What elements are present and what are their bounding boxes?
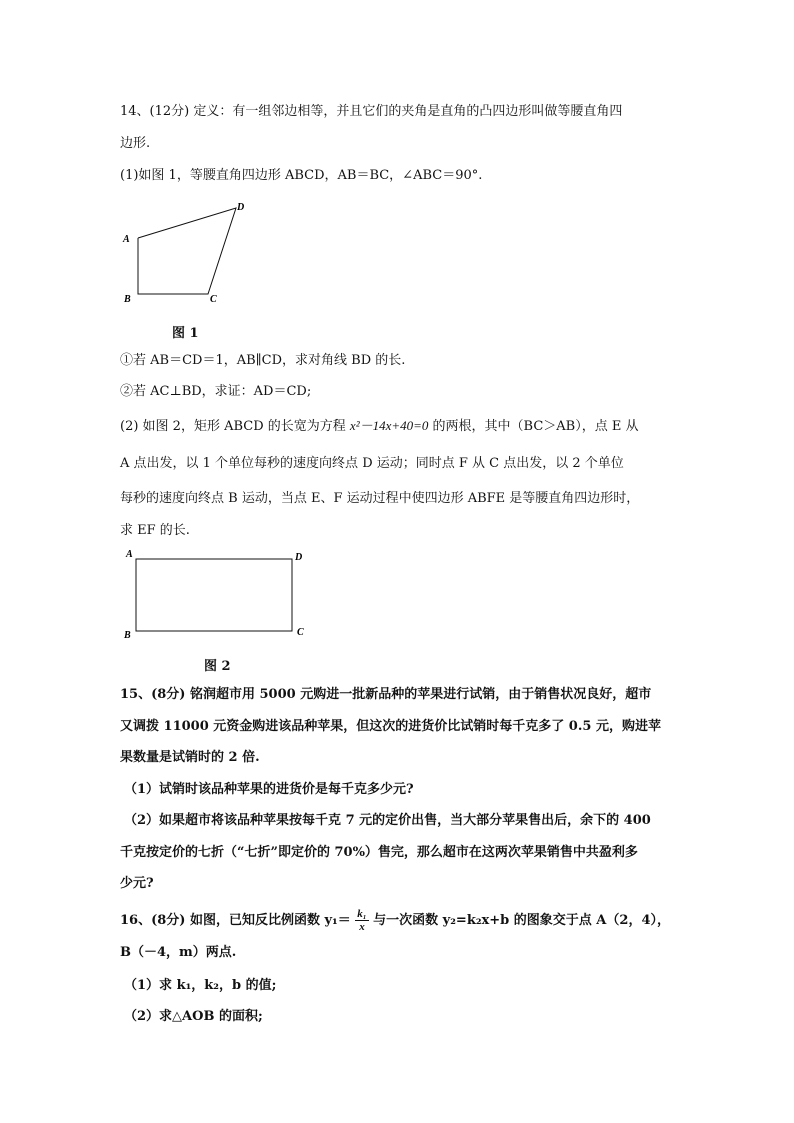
q15-sub-2-line-2: 千克按定价的七折（“七折”即定价的 70%）售完，那么超市在这两次苹果销售中共盈利多	[120, 845, 638, 860]
fig1-label-c: C	[210, 294, 217, 305]
figure-1-quadrilateral	[118, 198, 258, 308]
quadrilateral-abcd	[138, 208, 236, 294]
q16-sub-1: （1）求 k₁，k₂，b 的值;	[124, 978, 277, 993]
q15-sub-2-line-3: 少元?	[120, 876, 154, 891]
q16-line-2: B（－4，m）两点.	[120, 945, 237, 960]
figure-2-caption: 图 2	[204, 659, 231, 674]
fig2-label-c: C	[297, 627, 304, 638]
q15-line-2: 又调拨 11000 元资金购进该品种苹果，但这次的进货价比试销时每千克多了 0.5 元，购进苹	[120, 719, 661, 734]
q14-sub-1: ①若 AB＝CD＝1，AB∥CD，求对角线 BD 的长.	[120, 353, 406, 368]
fig1-label-d: D	[237, 202, 245, 213]
q16-line-1	[120, 908, 670, 933]
q15-sub-1: （1）试销时该品种苹果的进货价是每千克多少元?	[124, 782, 414, 797]
q14-sub-2: ②若 AC⊥BD，求证：AD＝CD;	[120, 384, 312, 399]
q15-sub-2-line-1: （2）如果超市将该品种苹果按每千克 7 元的定价出售，当大部分苹果售出后，余下的 400	[124, 813, 651, 828]
fraction-numerator: k₁	[357, 908, 367, 920]
q14-line-1: 14、(12分) 定义：有一组邻边相等，并且它们的夹角是直角的凸四边形叫做等腰直角四	[120, 104, 623, 119]
fig1-label-a: A	[123, 234, 130, 245]
q14-equation: x²－14x+40=0	[349, 418, 429, 433]
q16-sub-2: （2）求△AOB 的面积;	[124, 1009, 263, 1024]
fig2-label-d: D	[295, 552, 303, 563]
rectangle-abcd	[136, 559, 292, 631]
q15-line-1: 15、(8分) 铭润超市用 5000 元购进一批新品种的苹果进行试销，由于销售状况良好，超市	[120, 687, 652, 702]
fraction-k1-over-x	[355, 908, 368, 933]
fig1-label-b: B	[124, 294, 131, 305]
q14-part-2-line-1	[120, 417, 638, 436]
q14-line-2: 边形.	[120, 136, 151, 151]
q16-text-b: 与一次函数 y₂=k₂x+b 的图象交于点 A（2，4），	[373, 913, 670, 928]
q14-part-2-line-2: A 点出发，以 1 个单位每秒的速度向终点 D 运动；同时点 F 从 C 点出发，以 2 个单位	[120, 456, 624, 471]
q14-part-2-line-4: 求 EF 的长.	[120, 523, 190, 538]
q14-part-2-text-b: 的两根，其中（BC＞AB），点 E 从	[432, 419, 639, 434]
fraction-denominator: x	[359, 921, 365, 933]
fig2-label-a: A	[126, 549, 133, 560]
figure-1-caption: 图 1	[172, 326, 199, 341]
q16-text-a: 16、(8分) 如图，已知反比例函数 y₁＝	[120, 913, 351, 928]
q14-part-2-line-3: 每秒的速度向终点 B 运动，当点 E、F 运动过程中使四边形 ABFE 是等腰直角四边形时，	[120, 491, 640, 506]
fig2-label-b: B	[124, 630, 131, 641]
q15-line-3: 果数量是试销时的 2 倍.	[120, 750, 260, 765]
q14-part-2-text-a: (2) 如图 2，矩形 ABCD 的长宽为方程	[120, 419, 346, 434]
figure-2-rectangle	[118, 545, 318, 645]
q14-part-1: (1)如图 1，等腰直角四边形 ABCD，AB＝BC，∠ABC＝90°.	[120, 168, 483, 183]
